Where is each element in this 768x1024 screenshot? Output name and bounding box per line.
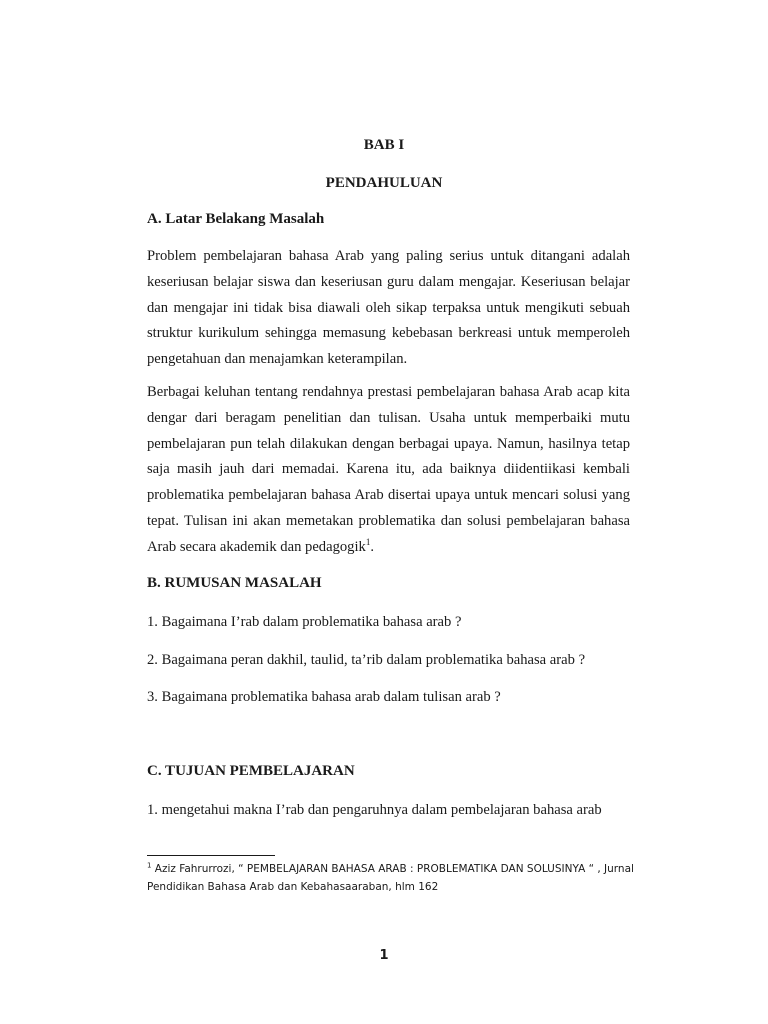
section-c-heading: C. TUJUAN PEMBELAJARAN (147, 763, 355, 779)
chapter-title: PENDAHULUAN (325, 175, 443, 191)
background-paragraph-1: Problem pembelajaran bahasa Arab yang paling serius untuk ditangani adalah keseriusan belajar siswa dan keseriusan guru dalam mengajar. Keseriusan belajar dan mengajar ini tidak bisa diawali oleh sikap terpaksa untuk mengikuti sebuah struktur kurikulum sehingga memasung kebebasan berkreasi untuk memperoleh pengetahuan dan menajamkan keterampilan. (147, 248, 630, 368)
problem-item-1: 1. Bagaimana I’rab dalam problematika bahasa arab ? (147, 614, 462, 630)
section-a-heading: A. Latar Belakang Masalah (147, 211, 325, 227)
paragraph-2-text: Berbagai keluhan tentang rendahnya prestasi pembelajaran bahasa Arab acap kita dengar dari beragam penelitian dan tulisan. Usaha untuk memperbaiki mutu pembelajaran pun telah dilakukan dengan berbagai upaya. Namun, hasilnya tetap saja masih jauh dari memadai. Karena itu, ada baiknya diidentiikasi kembali problematika pembelajaran bahasa Arab disertai upaya untuk mencari solusi yang tepat. Tulisan ini akan memetakan problematika dan solusi pembelajaran bahasa Arab secara akademik dan pedagogik (147, 384, 630, 555)
problem-item-2: 2. Bagaimana peran dakhil, taulid, ta’rib dalam problematika bahasa arab ? (147, 652, 586, 668)
footnote (147, 860, 637, 896)
objective-item-1: 1. mengetahui makna I’rab dan pengaruhnya dalam pembelajaran bahasa arab (147, 802, 602, 818)
page-number: 1 (379, 948, 389, 963)
background-paragraph-2 (147, 380, 630, 561)
paragraph-2-end: . (370, 538, 374, 555)
footnote-separator (147, 855, 275, 856)
footnote-text: Aziz Fahrurrozi, “ PEMBELAJARAN BAHASA ARAB : PROBLEMATIKA DAN SOLUSINYA “ , Jurnal Pendidikan Bahasa Arab dan Kebahasaaraban, hlm 162 (147, 863, 634, 893)
problem-item-3: 3. Bagaimana problematika bahasa arab dalam tulisan arab ? (147, 689, 501, 705)
footnote-reference[interactable]: 1 (365, 536, 371, 547)
section-b-heading: B. RUMUSAN MASALAH (147, 575, 322, 591)
chapter-label: BAB I (363, 137, 405, 153)
footnote-number: 1 (147, 861, 152, 870)
